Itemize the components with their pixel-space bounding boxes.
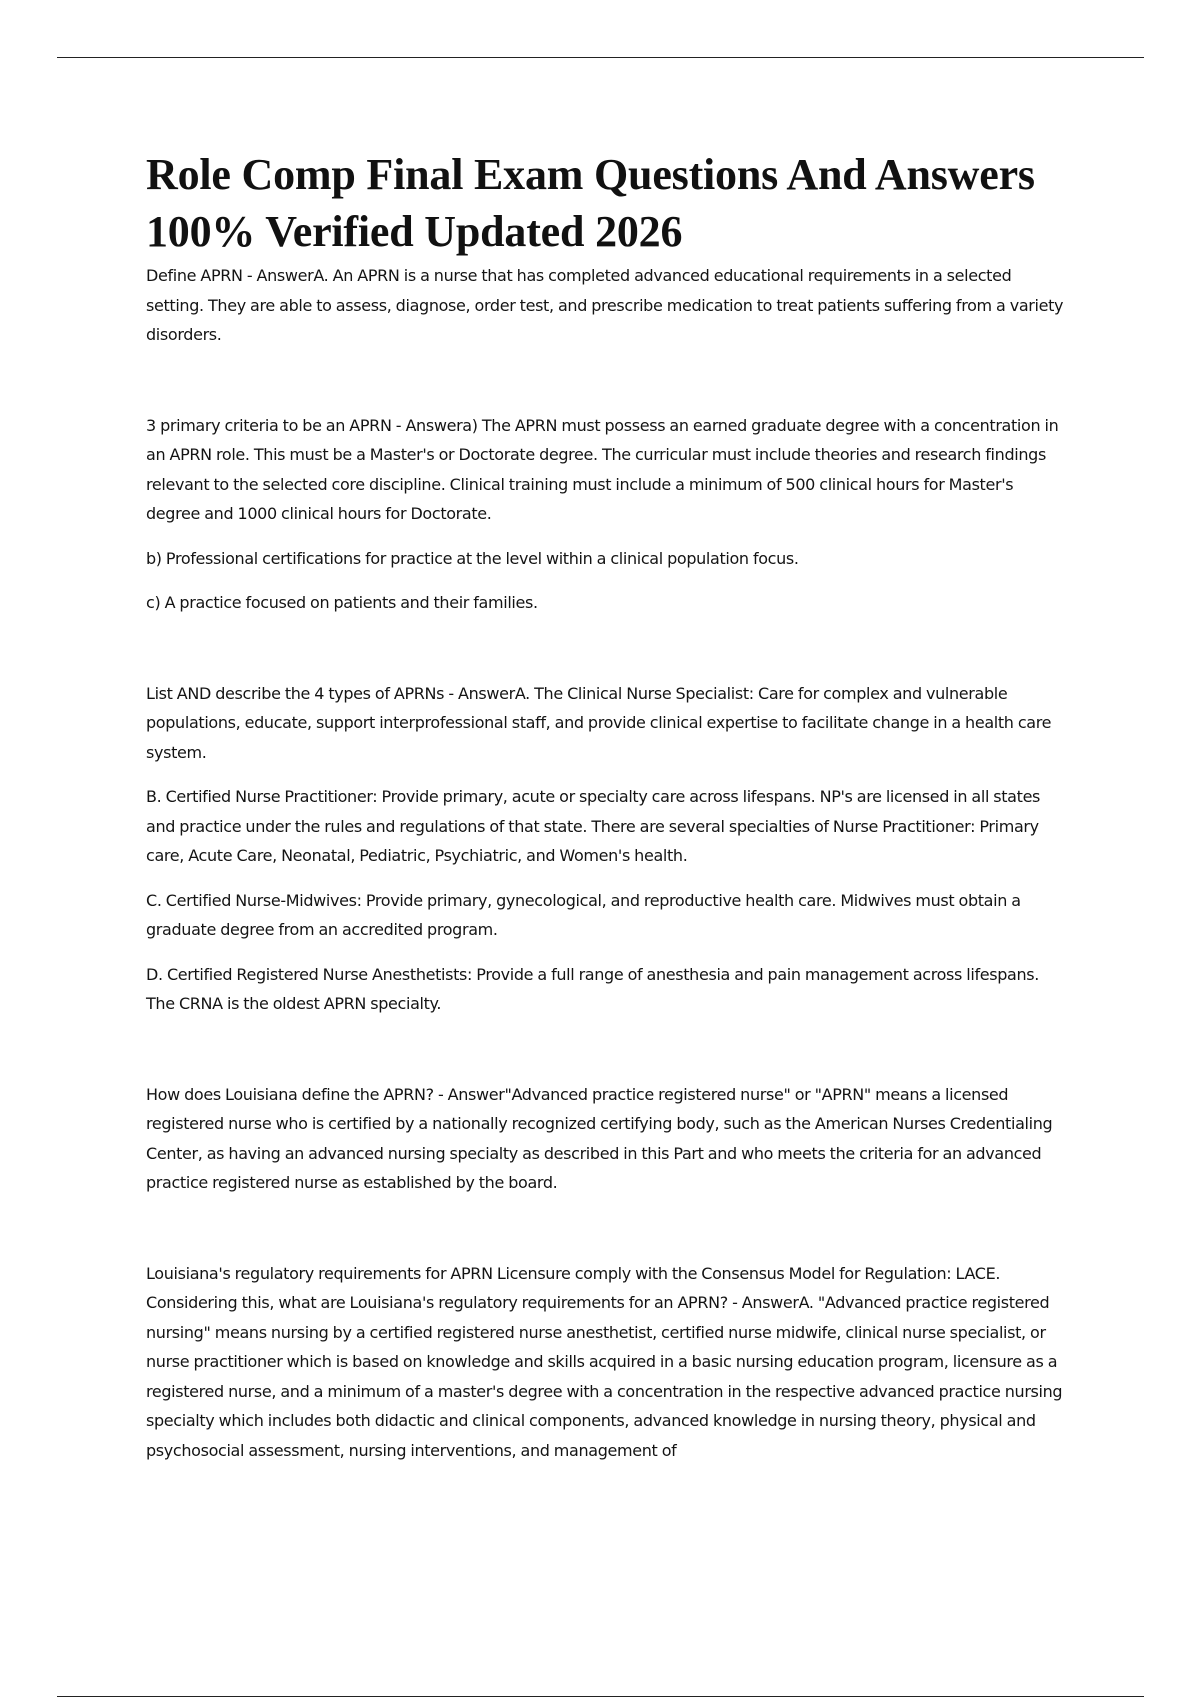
answer-paragraph: Define APRN - AnswerA. An APRN is a nurse that has completed advanced educational requirements in a selected setting. They are able to assess, diagnose, order test, and prescribe medication to treat patients suffering from a variety disorders. [146,266,1064,344]
qa-block-primary-criteria [146,411,1066,618]
qa-block-louisiana-definition [146,1080,1066,1198]
document-body [146,146,1066,1465]
qa-block-define-aprn [146,261,1066,350]
answer-paragraph: D. Certified Registered Nurse Anesthetists: Provide a full range of anesthesia and pain management across lifespans. The CRNA is the oldest APRN specialty. [146,964,1039,1013]
answer-paragraph: b) Professional certifications for practice at the level within a clinical population focus. [146,548,799,568]
qa-block-louisiana-requirements [146,1259,1066,1466]
answer-paragraph: List AND describe the 4 types of APRNs - AnswerA. The Clinical Nurse Specialist: Care for complex and vulnerable populations, educate, support interprofessional staff, and provide clinical expertise to facilitate change in a health care system. [146,683,1052,762]
top-rule [57,57,1144,58]
answer-paragraph: B. Certified Nurse Practitioner: Provide primary, acute or specialty care across lifespans. NP's are licensed in all states and practice under the rules and regulations of that state. There are several specialties of Nurse Practitioner: Primary care, Acute Care, Neonatal, Pediatric, Psychiatric, and Women's health. [146,787,1041,865]
qa-block-aprn-types [146,679,1066,1019]
answer-paragraph: 3 primary criteria to be an APRN - Answera) The APRN must possess an earned graduate degree with a concentration in an APRN role. This must be a Master's or Doctorate degree. The curricular must include theories and research findings relevant to the selected core discipline. Clinical training must include a minimum of 500 clinical hours for Master's degree and 1000 clinical hours for Doctorate. [146,415,1059,523]
answer-paragraph: How does Louisiana define the APRN? - Answer"Advanced practice registered nurse" or "APRN" means a licensed registered nurse who is certified by a nationally recognized certifying body, such as the American Nurses Credentialing Center, as having an advanced nursing specialty as described in this Part and who meets the criteria for an advanced practice registered nurse as established by the board. [146,1084,1053,1192]
bottom-rule [57,1696,1144,1697]
document-title: Role Comp Final Exam Questions And Answers 100% Verified Updated 2026 [146,150,1035,256]
answer-paragraph: c) A practice focused on patients and their families. [146,593,538,612]
answer-paragraph: Louisiana's regulatory requirements for APRN Licensure comply with the Consensus Model for Regulation: LACE. Considering this, what are Louisiana's regulatory requirements for an APRN? - AnswerA. "Advanced practice registered nursing" means nursing by a certified registered nurse anesthetist, certified nurse midwife, clinical nurse specialist, or nurse practitioner which is based on knowledge and skills acquired in a basic nursing education program, licensure as a registered nurse, and a minimum of a master's degree with a concentration in the respective advanced practice nursing specialty which includes both didactic and clinical components, advanced knowledge in nursing theory, physical and psychosocial assessment, nursing interventions, and management of [146,1263,1063,1460]
answer-paragraph: C. Certified Nurse-Midwives: Provide primary, gynecological, and reproductive health care. Midwives must obtain a graduate degree from an accredited program. [146,890,1021,939]
